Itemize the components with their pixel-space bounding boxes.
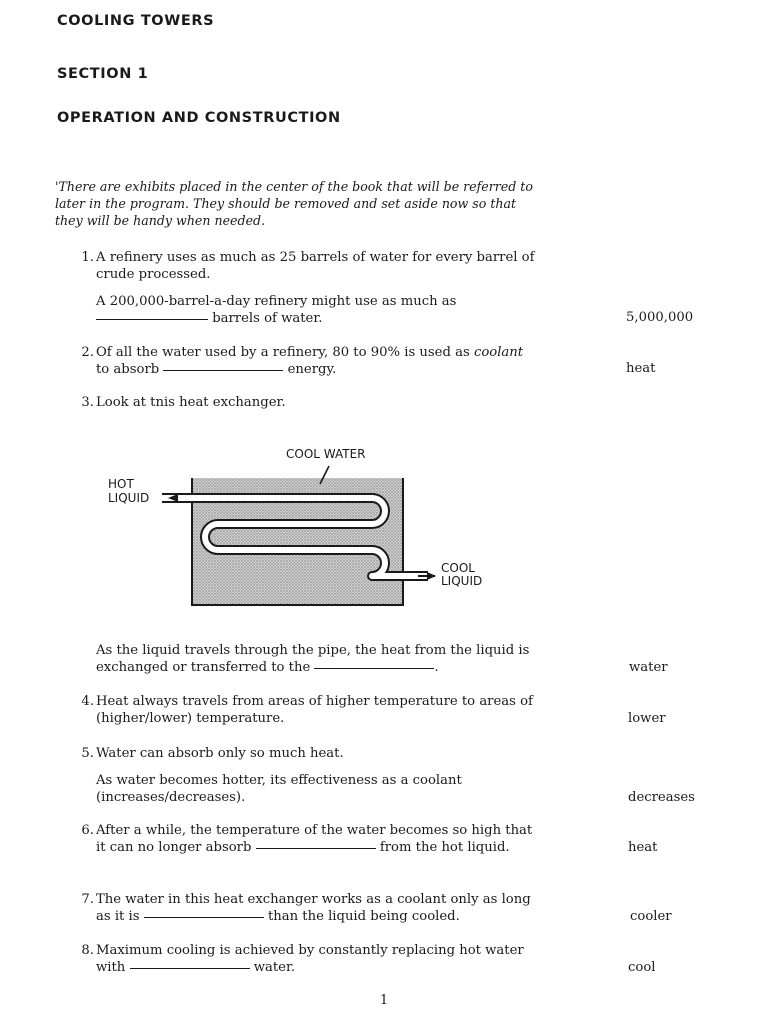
question-text xyxy=(96,822,535,856)
question-text xyxy=(96,891,535,925)
answer-7: cooler xyxy=(630,909,672,924)
label-liquid-in: LIQUID xyxy=(108,491,150,505)
question-text: Look at tnis heat exchanger. xyxy=(96,395,286,410)
answer-blank xyxy=(256,847,376,849)
answer-blank xyxy=(314,667,434,669)
question-subtext: As water becomes hotter, its effectiveness as a coolant (increases/decreases). xyxy=(96,773,462,805)
label-cool: COOL xyxy=(441,561,475,575)
question-number: 8. xyxy=(81,943,94,958)
text-part: Maximum cooling is achieved by constantly replacing hot water with xyxy=(96,943,524,975)
text-italic: coolant xyxy=(473,345,524,360)
label-liquid-out: LIQUID xyxy=(441,574,483,588)
question-text xyxy=(96,344,535,378)
answer-5: decreases xyxy=(628,790,695,805)
answer-6: heat xyxy=(628,840,658,855)
page-number: 1 xyxy=(379,993,389,1008)
heat-exchanger-diagram xyxy=(100,440,500,615)
question-number: 1. xyxy=(81,250,94,265)
question-3-continuation xyxy=(70,642,535,676)
question-3 xyxy=(70,394,535,411)
document-title: COOLING TOWERS xyxy=(57,13,215,29)
subtext-part: barrels of water. xyxy=(212,311,323,326)
text-part: As the liquid travels through the pipe, the heat from the liquid is exchanged or transferred to the xyxy=(96,643,530,675)
text-part: from the hot liquid. xyxy=(379,840,510,855)
question-text xyxy=(96,942,535,976)
label-hot: HOT xyxy=(108,477,134,491)
question-text: A refinery uses as much as 25 barrels of water for every barrel of crude processed. xyxy=(96,250,535,282)
question-number: 4. xyxy=(81,694,94,709)
section-subtitle: OPERATION AND CONSTRUCTION xyxy=(57,110,341,126)
answer-4: lower xyxy=(628,711,666,726)
question-number: 7. xyxy=(81,892,94,907)
question-subtext xyxy=(96,293,535,327)
question-2 xyxy=(70,344,535,378)
answer-blank xyxy=(96,318,208,320)
answer-1: 5,000,000 xyxy=(626,310,694,325)
answer-3: water xyxy=(629,660,668,675)
text-part: to absorb xyxy=(96,362,160,377)
question-7 xyxy=(70,891,535,925)
text-part: The water in this heat exchanger works as a coolant only as long as it is xyxy=(96,892,531,924)
question-5 xyxy=(70,745,535,806)
text-part: energy. xyxy=(287,362,337,377)
label-cool-water: COOL WATER xyxy=(286,447,366,461)
text-part: water. xyxy=(253,960,296,975)
text-part: . xyxy=(434,660,439,675)
text-part: than the liquid being cooled. xyxy=(267,909,460,924)
answer-2: heat xyxy=(626,361,656,376)
text-part: Of all the water used by a refinery, 80 to 90% is used as xyxy=(96,345,470,360)
question-6 xyxy=(70,822,535,856)
section-heading: SECTION 1 xyxy=(57,66,149,82)
question-text: Water can absorb only so much heat. xyxy=(96,746,344,761)
question-number: 2. xyxy=(81,345,94,360)
subtext-part: A 200,000-barrel-a-day refinery might use as much as xyxy=(96,294,457,309)
text-part: After a while, the temperature of the water becomes so high that it can no longer absorb xyxy=(96,823,533,855)
question-text xyxy=(96,642,535,676)
outlet-arrow-icon xyxy=(427,572,436,580)
question-number: 3. xyxy=(81,395,94,410)
intro-note: 'There are exhibits placed in the center of the book that will be referred to later in the program. They should be removed and set aside now so that they will be handy when needed. xyxy=(55,179,533,228)
answer-8: cool xyxy=(628,960,656,975)
question-number: 6. xyxy=(81,823,94,838)
question-8 xyxy=(70,942,535,976)
question-text: Heat always travels from areas of higher temperature to areas of (higher/lower) temperature. xyxy=(96,694,533,726)
question-number: 5. xyxy=(81,746,94,761)
question-4 xyxy=(70,693,535,727)
answer-blank xyxy=(144,916,264,918)
answer-blank xyxy=(163,369,283,371)
answer-blank xyxy=(130,967,250,969)
question-1 xyxy=(70,249,535,327)
